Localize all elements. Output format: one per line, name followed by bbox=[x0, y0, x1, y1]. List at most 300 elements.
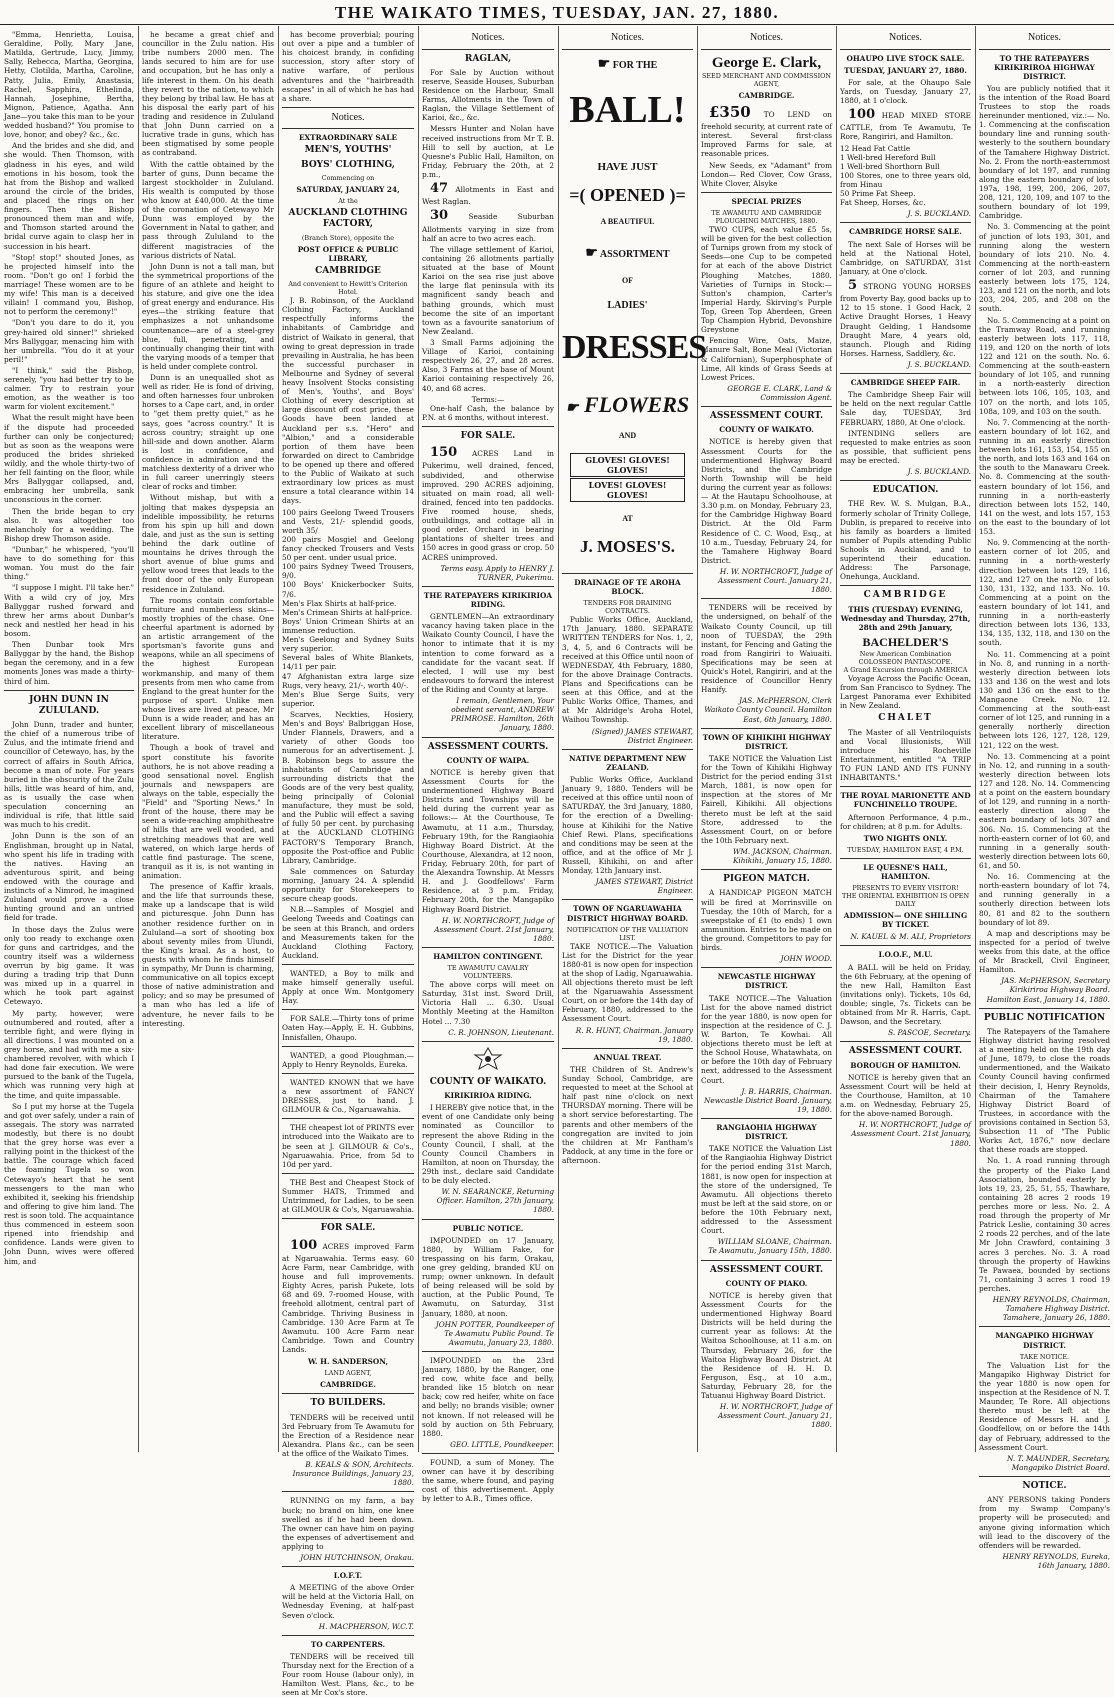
divider bbox=[4, 690, 134, 691]
dresses-headline: DRESSES bbox=[562, 328, 707, 366]
ad-heading: TO THE RATEPAYERS KIRIKIRIROA HIGHWAY DISTRICT. bbox=[994, 53, 1095, 81]
ad-heading: ASSESSMENT COURT. bbox=[848, 1046, 963, 1057]
column-8 bbox=[979, 30, 1110, 1570]
ad-signature: WM. JACKSON, Chairman. Kihikihi, January 15, 1880. bbox=[732, 847, 832, 866]
ad-body: Messrs Hunter and Nolan have received instructions from Mr T. B. Hill to sell by auction, at Le Quesne's Public Hall, Hamilton, on Friday, February the 20th, at 2 p.m., bbox=[422, 124, 554, 179]
column-rule bbox=[836, 26, 837, 1452]
column-rule bbox=[697, 26, 698, 1452]
column-rule bbox=[278, 26, 279, 1452]
ad-body: WANTED, a Boy to milk and make himself generally useful. Apply at once Wm. Montgomery Hay. bbox=[282, 968, 414, 1006]
ad-body: TAKE NOTICE the Valuation List for the Town of Kihikihi Highway District for the period ending 31st March, 1881, is now open for inspection at the stores of Mr Fairell, Kihikihi. All objections thereto must be left at the said Store, addressed to the Assessment Court, on or before the 10th February next. bbox=[701, 753, 832, 845]
ad-heading: COUNTY OF WAIKATO. bbox=[429, 1076, 547, 1087]
ad-signature: I remain, Gentlemen, Your obedient servant, ANDREW PRIMROSE. Hamilton, 26th January, 1880. bbox=[450, 696, 554, 733]
column-5 bbox=[562, 30, 707, 1450]
ad-signature: JAS. McPHERSON, Clerk Waikato County Council. Hamilton East, 6th January, 1880. bbox=[704, 696, 832, 724]
ad-body: The village settlement of Karioi, containing 26 allotments partially situated at the base of Mount Karioi on the sea rise just above the large flat peninsula with its magnificent sandy beach and bathing grounds, which must become the site of an important town as a favourite sanatorium of New Zealand. bbox=[422, 244, 554, 336]
divider bbox=[701, 967, 832, 968]
divider bbox=[562, 899, 693, 900]
divider bbox=[282, 1046, 414, 1047]
divider bbox=[840, 49, 971, 50]
ad-body bbox=[422, 208, 554, 242]
ad-heading: George E. Clark, bbox=[711, 54, 822, 71]
column-4 bbox=[422, 30, 554, 1504]
divider bbox=[562, 49, 693, 50]
ad-heading: SPECIAL PRIZES bbox=[731, 196, 802, 206]
ad-body: For sale, at the Ohaupo Sale Yards, on Tuesday, January 27, 1880, at 1 o'clock. bbox=[840, 77, 971, 105]
ad-signature: W. H. SANDERSON, bbox=[307, 1357, 389, 1367]
ad-signature: WILLIAM SLOANE, Chairman. Te Awamutu, January 15th, 1880. bbox=[708, 1237, 832, 1256]
ad-line: AND bbox=[618, 430, 637, 440]
ad-line: TUESDAY, HAMILTON EAST, 4 P.M. bbox=[847, 845, 964, 854]
divider bbox=[422, 586, 554, 587]
ad-signature: N. T. MAUNDER, Secretary, Mangapiko District Board. bbox=[1006, 1453, 1110, 1472]
ad-body: The Ratepayers of the Tamahere Highway district having resolved at a meeting held on the 19th day of June, 1879, to close the roads undermentioned, and the Waikato County Council having confirmed their decision, I, Henry Reynolds, Chairman of the Tamahere Highway District Board of Trustees, in accordance with the provisions contained in Section 53, Subsection 11 of "The Public Works Act, 1876," now declare that these roads are stopped. bbox=[979, 1026, 1110, 1155]
ad-subheading: SEED MERCHANT AND COMMISSION AGENT, bbox=[702, 72, 831, 89]
ad-body: The Valuation List for the Mangapiko Highway District for the year 1880 is now open for inspection at the Residence of N. T. Maunder, Te Rore. All objections thereto must be left at the Residence of Messrs H. and J. Goodfellow, on or before the 14th day of February, addressed to the Assessment Court. bbox=[979, 1360, 1110, 1452]
divider bbox=[282, 1118, 414, 1119]
ad-subheading: THIS (TUESDAY) EVENING, Wednesday and Thursday, 27th, 28th and 29th January, bbox=[840, 604, 971, 632]
divider bbox=[701, 598, 832, 599]
notices-label: Notices. bbox=[471, 32, 505, 43]
story-paragraph: Then Dunbar took Mrs Ballyggar by the hand, the Bishop began the ceremony, and in a few moments Jones was made a thirty-third of him. bbox=[4, 640, 134, 686]
ad-heading: ASSESSMENT COURTS. bbox=[427, 741, 549, 752]
ad-subheading: TUESDAY, JANUARY 27, 1880. bbox=[844, 65, 967, 75]
ad-body: TENDERS will be received till Thursday next for the Erection of a Four room House (labour only), in Hamilton West. Plans, &c., to be seen at Mr Cox's store. bbox=[282, 1651, 414, 1697]
ad-subheading: CAMBRIDGE. bbox=[738, 91, 795, 101]
ad-heading: NEWCASTLE HIGHWAY DISTRICT. bbox=[717, 972, 816, 991]
ad-body: New Seeds, ex "Adamant" from London— Red Clover, Cow Grass, White Clover, Alsyke bbox=[701, 160, 832, 188]
ad-body: 3 Small Farms adjoining the Village of Karioi, containing respectively 26, 27, and 28 acres. Also, 3 Farms at the base of Mount Karioi containing respectively 26, 40, and 68 acres. bbox=[422, 337, 554, 393]
pointing-hand-icon: ☛ bbox=[565, 401, 579, 417]
divider bbox=[562, 573, 693, 574]
ad-line: ASSORTMENT bbox=[599, 248, 670, 260]
ad-heading: ASSESSMENT COURT. bbox=[709, 411, 824, 422]
ad-subheading: KIRIKIRIOA RIDING. bbox=[444, 1091, 532, 1101]
ad-figure: 100 bbox=[290, 1237, 318, 1253]
ad-heading: AUCKLAND CLOTHING FACTORY, bbox=[288, 208, 408, 230]
ad-body: You are publicly notified that it is the intention of the Road Board Trustees to stop the roads hereinunder mentioned, viz.:— No. 1. Commencing at the confiscation boundary line and running south-westerly to the southern boundary of the Tamahere Highway District. No. 2. From the north-easternmost boundary of lot 197, and running along the eastern boundary of lots 197a, 198, 199, 200, 206, 207, 208, 121, 120, 109, and 107 to the southern boundary of lot 199, Cambridge. bbox=[979, 83, 1110, 221]
ad-body: TENDERS will be received until 3rd February from Te Awamutu for the Erection of a Residence near Alexandra. Plans &c., can be seen at the office of the Waikato Times. bbox=[282, 1412, 414, 1458]
ad-body: The Master of all Ventriloquists and Vocal Illusionists, Will introduce his Rocheville Entertainment, entitled "A TRIP TO FUN LAND AND ITS FUNNY INHABITANTS." bbox=[840, 727, 971, 783]
flowers-line bbox=[562, 391, 693, 419]
divider bbox=[282, 107, 414, 108]
ad-line: FOR THE bbox=[612, 59, 658, 71]
divider bbox=[422, 426, 554, 427]
ad-heading: OHAUPO LIVE STOCK SALE. bbox=[846, 53, 965, 63]
article-paragraph: Though a book of travel and sport constitute his favorite authors, he is not above reading a good sensational novel. English journals and newspapers are always on the table, especially the "Field" and "Sporting News." In front of the house, there may be seen a wide-reaching amphitheatre of hills that are well wooded, and stretching meadows that are well watered, on which large herds of cattle find pasturage. The scene, tranquil as it is, is not wanting in animation. bbox=[142, 743, 274, 880]
story-paragraph: And the brides and she did, and she would. Then Thomson, with gladness in his eyes, and wild emotions in his bosom, took the hat from the Bishop and walked around the circle of the brides, and placed the rings on her fingers. Then the Bishop pronounced them man and wife, and Thomson started around the bridal curve again to clasp her in succession in his heart. bbox=[4, 141, 134, 251]
article-paragraph: John Dunn is not a tall man, but the symmetrical proportions of the figure of an athlete and height to his stature, and give one the idea of great energy and endurance. His eyes—the striking feature that emphasizes a not unhandsome countenance—are of a steel-grey blue, full, penetrating, and continually changing their tint with the varying moods of a temper that is held under complete control. bbox=[142, 261, 274, 371]
divider bbox=[282, 1218, 414, 1219]
ad-figure: 100 bbox=[848, 107, 876, 123]
ad-signature: HENRY REYNOLDS, Chairman, Tamahere Highway District. Tamahere, January 26, 1880. bbox=[992, 1295, 1110, 1323]
article-paragraph: The presence of Kaffir kraals, and the life that surrounds these, make up a landscape that is wild and picturesque. John Dunn has another residence further on in Zululand—a sort of shooting box about seventy miles from Ulundi, the King's kraal. As a host, to guests with whom he finds himself in sympathy, Mr Dunn is charming, communicative on all topics except those of native administration and policy; and so may be presumed of a man who has led a life of adventure, he never fails to be interesting. bbox=[142, 882, 274, 1028]
article-paragraph: has become proverbial; pouring out over a pipe and a tumbler of his choicest brandy, in confiding succession, story after story of native warfare, of perilous adventures and the "hairbreadth escapes" in all of which he has had a share. bbox=[282, 30, 414, 103]
ad-body: THE Children of St. Andrew's Sunday School, Cambridge, are requested to meet at the School at half past nine o'clock on next THURSDAY morning. There will be a short service beforestarting. The parents and other members of the congregation are invited to join the children at Mr Fantham's Paddock, at any time in the fore or afternoon. bbox=[562, 1064, 693, 1166]
ad-heading: ANNUAL TREAT. bbox=[593, 1052, 662, 1062]
ad-text: ACRES Land in Pukerimu, well drained, fenced, subdivided, and otherwise improved. 290 ACRES adjoining, situated on main road, all well-drained, fenced into ten paddocks. Five roomed house, sheds, outbuildings, and cottage all in good order. Orchard in bearing plantations of shelter trees and 150 acres in good grass or crop. 50 ACRES unimproved. bbox=[422, 449, 554, 562]
ad-text: HEAD MIXED STORE CATTLE, from Te Awamutu, Te Rore, Rangiriri, and Hamilton. bbox=[840, 111, 972, 142]
ad-signature: GEO. LITTLE, Poundkeeper. bbox=[450, 1439, 554, 1449]
divider bbox=[282, 1173, 414, 1174]
ad-heading: EDUCATION. bbox=[872, 485, 939, 496]
ad-heading: CAMBRIDGE HORSE SALE. bbox=[849, 227, 962, 237]
ad-body: No. 1. A road running through the property of the Piako Land Association, bounded easterly by lots 19, 23, 25, 51, 55, Thawhare, containing 28 acres 2 roods 19 perches more or less. No. 2. A road through the property of Mr Patrick Leslie, containing 30 acres 2 roods 22 perches, and of the late Mr John Crawford, containing 3 acres 3 perches. No. 3. A road through the property of Hawkins Te Pawaea, bounded by sections 71, containing 3 acres 1 rood 19 perches. bbox=[979, 1156, 1110, 1293]
ad-signature: CAMBRIDGE. bbox=[320, 1380, 376, 1390]
pointing-hand-icon: ☛ bbox=[585, 245, 598, 261]
divider bbox=[422, 1351, 554, 1352]
ad-figure: 47 bbox=[430, 181, 449, 197]
ad-subheading: BOROUGH OF HAMILTON. bbox=[850, 1060, 961, 1070]
crest-icon bbox=[422, 1046, 554, 1074]
ad-heading: NOTICE. bbox=[1022, 1480, 1067, 1491]
ad-subheading: ADMISSION— ONE SHILLING BY TICKET. bbox=[843, 911, 968, 930]
ad-subheading: TWO NIGHTS ONLY. bbox=[863, 833, 948, 843]
story-paragraph: "I suppose I might. I'll take her." With a wild cry of joy, Mrs Ballyggar rushed forward and threw her arms about Dunbar's neck and nestled her head in his bosom. bbox=[4, 583, 134, 638]
ad-signature: JOHN HUTCHINSON, Orakau. bbox=[300, 1553, 414, 1563]
divider bbox=[979, 1476, 1110, 1477]
ad-body: A HANDICAP PIGEON MATCH will be fired at Morrinsville on Tuesday, the 10th of March, for a sweepstake of £1 (to ends) 1 own ammunition. Entries to be made on the ground. Competitors to pay for birds. bbox=[701, 888, 832, 953]
ad-heading: CAMBRIDGE bbox=[863, 590, 948, 601]
ad-signature: H. W. NORTHCROFT, Judge of Assessment Court. January 21, 1880. bbox=[717, 1402, 832, 1430]
ad-line: LADIES' bbox=[607, 300, 648, 312]
ad-line: (Branch Store), opposite the bbox=[301, 233, 395, 242]
divider bbox=[701, 49, 832, 50]
ad-body: IMPOUNDED on the 23rd January, 1880, by the Ranger, one red cow, white face and belly, branded like 15 blotch on near back; cow red heifer, white on face and belly; no brands visible; owner not known. If not released will be sold by auction on 5th February, 1880. bbox=[422, 1355, 554, 1438]
ad-line: THE ORIENTAL EXHIBITION IS OPEN DAILY bbox=[841, 892, 970, 909]
ad-signature: JOHN POTTER, Poundkeeper of Te Awamutu Public Pound. Te Awamutu, January 23, 1880. bbox=[435, 1319, 554, 1347]
article-paragraph: The rooms contain comfortable furniture and numberless skins—mostly trophies of the chase. One cheerful apartment is adorned by an artistic arrangement of the sportsman's favorite guns and weapons, while an all specimens of the highest European workmanship, and many of them presents from men who came from England to the great hunter for the purpose of sport. Unlike men whose lives are lived at peace, Mr Dunn is a wide reader, and has an excellent library of miscellaneous literature. bbox=[142, 595, 274, 742]
notices-label: Notices. bbox=[888, 32, 923, 43]
ad-signature: Terms easy. Apply to HENRY J. TURNER, Pukerimu. bbox=[440, 563, 554, 582]
ad-heading: PUBLIC NOTIFICATION bbox=[983, 1012, 1106, 1023]
ad-line: And convenient to Hewitt's Criterion Hotel. bbox=[288, 280, 408, 297]
ad-signature: H. W. NORTHCROFT, Judge of Assessment Court. 21st January, 1880. bbox=[434, 915, 554, 943]
ad-body: ANY PERSONS taking Ponders from my Swamp Company's property will be prosecuted; and anyone giving information which will lead to the discovery of the offenders will be rewarded. bbox=[979, 1495, 1110, 1550]
ad-heading: CHALET bbox=[878, 713, 933, 724]
ad-heading: TOWN OF KIHIKIHI HIGHWAY DISTRICT. bbox=[702, 732, 831, 751]
column-rule bbox=[418, 26, 419, 1452]
ad-heading: I.O.O.F., M.U. bbox=[878, 950, 933, 960]
ad-body: RUNNING on my farm, a bay buck; no brand on him, one knee swelled as if he had been down. The owner can have him on paying the expenses of advertisement and applying to bbox=[282, 1496, 414, 1551]
divider bbox=[840, 858, 971, 859]
ad-signature: R. R. HUNT, Chairman. January 19, 1880. bbox=[575, 1025, 693, 1044]
assortment-line bbox=[562, 245, 693, 263]
article-paragraph: Dunn is an unequalled shot as well as rider. He is fond of driving, and often harnesses four unbroken horses to a Cape cart, and, in order to "get them pretty quiet," as he says, goes "across country." It is across country; straight up one hill-side and down another. Alarm is lost in confidence, and confidence in admiration and the matchless dexterity of a driver who in full career unerringly steers clear of rocks and timber. bbox=[142, 373, 274, 492]
divider bbox=[422, 947, 554, 948]
ad-body: No. 9. Commencing at the north-eastern corner of lot 205, and running in a north-westerly direction between lots 129, 116, 122, and 127 on the north of lots 130, 131, 132, and 133. No. 10. Commencing at a point on the eastern boundary of lot 141, and running in a north-easterly direction between lots 136, 133, 134, 135, 132, 118, and 130 on the south. bbox=[979, 538, 1110, 648]
column-7 bbox=[840, 30, 971, 1450]
divider bbox=[562, 1048, 693, 1049]
ad-body: Fencing Wire, Oats, Maize, Manure Salt, Bone Meal (Victorian & Californian), Superphosphate of Lime, All kinds of Grass Seeds at Lowest Prices. bbox=[701, 336, 832, 382]
ad-body: NOTICE is hereby given that Assessment Courts for the undermentioned Highway Board Districts will be held during the current year as follows: At the Waitoa Schoolhouse, at 11 a.m. on Thursday, February 26, for the Waitoa Highway Board District. At the Residence of H. H. D. Ferguson, Esq., at 10 a.m., Saturday, February 28, for the Tatuanui Highway Board District. bbox=[701, 1290, 832, 1401]
ad-signature: C. R. JOHNSON, Lieutenant. bbox=[448, 1027, 554, 1037]
divider bbox=[840, 945, 971, 946]
divider bbox=[840, 373, 971, 374]
ad-heading: RAGLAN, bbox=[464, 53, 512, 64]
ad-line: Terms:— bbox=[471, 394, 505, 404]
ad-body: A BALL will be held on Friday, the 6th February, at the opening of the new Hall, Hamilton East (invitations only). Tickets, 10s 6d, double; single, 7s. Tickets can be obtained from Mr R. Harris, Capt. Dawson, and the Secretary. bbox=[840, 962, 971, 1027]
ad-body bbox=[840, 107, 971, 141]
ad-signature: J. S. BUCKLAND. bbox=[907, 467, 971, 477]
divider bbox=[840, 585, 971, 586]
divider bbox=[840, 786, 971, 787]
gloves-banner: LOVES! GLOVES! GLOVES! bbox=[570, 478, 685, 502]
divider bbox=[979, 49, 1110, 50]
column-rule bbox=[138, 26, 139, 1452]
ad-subheading: NOTIFICATION OF THE VALUATION LIST. bbox=[566, 925, 689, 942]
ad-body: TAKE NOTICE.—The Valuation List for the District for the year 1880-81 is now open for inspection at the shop of Ladig, Ngaruawahia. All objections thereto must be left at the Ngaruawahia Assessment Court, on or before the 14th day of February, 1880, addressed to the Assessment Court. bbox=[562, 941, 693, 1024]
ad-signature: N. KAUEL & M. ALI, Proprietors bbox=[850, 932, 971, 942]
ad-heading: LE QUESNE'S HALL, HAMILTON. bbox=[863, 862, 948, 881]
ad-body: The next Sale of Horses will be held at the National Hotel, Cambridge, on SATURDAY, 31st January, at One o'clock. bbox=[840, 239, 971, 276]
ad-body: Afternoon Performance, 4 p.m., for children; at 8 p.m. for Adults. bbox=[840, 812, 971, 831]
ad-body: No. 16. Commencing at the north-eastern boundary of lot 74, and running generally in a southerly direction between lots 80, 81 and 82 to the southern boundary of lot 89. bbox=[979, 872, 1110, 927]
ad-line: AT bbox=[622, 513, 633, 523]
divider bbox=[422, 737, 554, 738]
ad-signature: J. S. BUCKLAND. bbox=[907, 359, 971, 369]
article-paragraph: In those days the Zulus were only too ready to exchange oxen for guns and cartridges, and the country itself was a wilderness overrun by big game. It was during a trading trip that Dunn was mixed up in a quarrel in which he took part against Cetewayo. bbox=[4, 924, 134, 1007]
divider bbox=[422, 49, 554, 50]
ad-body: TAKE NOTICE the Valuation List of the Rangiaohia Highway District for the period ending 31st March, 1881, is now open for inspection at the store of the undersigned, Te Awamutu. All objections thereto must be left at the said store, on or before the 10th February next, addressed to the Assessment Court. bbox=[701, 1144, 832, 1236]
article-paragraph: With the cattle obtained by the barter of guns, Dunn became the largest stockholder in Zululand. His wealth is computed by those who know at £40,000. At the time of the coronation of Cetewayo Mr Dunn was employed by the Government in Natal to gather, and pass through Zululand to the different magistracies of the various districts of Natal. bbox=[142, 159, 274, 260]
ad-line: Commencing on bbox=[321, 173, 375, 182]
divider bbox=[562, 749, 693, 750]
divider bbox=[979, 1326, 1110, 1327]
ad-body: No. 11. Commencing at a point in No. 8, and running in a north-westerly direction between lots 133 and 136 on the west and lots 130 and 136 on the east to the Mangaone Creek. No. 12. Commencing at the south-east corner of lot 125, and running in a generally northerly direction between lots 126, 127, 128, 129, 121, 122 on the west. bbox=[979, 649, 1110, 750]
ad-body bbox=[840, 278, 971, 358]
ad-subheading: TENDERS FOR DRAINING CONTRACTS. bbox=[583, 599, 672, 616]
ad-heading: HAMILTON CONTINGENT. bbox=[433, 951, 543, 961]
ad-signature: B. KEALS & SON, Architects. Insurance Buildings, January 23, 1880. bbox=[292, 1460, 414, 1488]
ad-heading: BACHELDER'S bbox=[862, 634, 949, 649]
ad-line: PRESENTS TO EVERY VISITOR! bbox=[852, 884, 959, 893]
ad-heading: I.O.F.T. bbox=[333, 1571, 363, 1581]
ad-body: No. 3. Commencing at the point of junction of lots 193, 301, and running along the western boundary of lots 210. No. 4. Commencing at the north-eastern corner of lot 203, and running easterly between lots 175, 124, 123, and 121 on the north, and lots 203, 204, 205, and 208 on the south. bbox=[979, 222, 1110, 314]
notices-label: Notices. bbox=[331, 111, 365, 123]
ad-body: A MEETING of the above Order will be held at the Victoria Hall, on Wednesday Evening, at half-past Seven o'clock. bbox=[282, 1583, 414, 1620]
column-1 bbox=[4, 30, 134, 1450]
moses-headline: J. MOSES'S. bbox=[580, 536, 675, 556]
story-paragraph: "Don't you dare to do it, you grey-haired old sinner!" shrieked Mrs Ballyggar, menacing him with her umbrella. "You do it at your peril!" bbox=[4, 318, 134, 364]
ad-signature: JAS. McPHERSON, Secretary Kirikiriroa Highway Board. Hamilton East, January 14, 1880. bbox=[986, 976, 1110, 1004]
ad-body: THE Best and Cheapest Stock of Summer HATS, Trimmed and Untrimmed, for Ladies, to be seen at GILMOUR & Co's, Ngaruawahia. bbox=[282, 1177, 414, 1215]
ad-heading: ASSESSMENT COURT. bbox=[709, 1264, 824, 1275]
ad-signature: S. PASCOE, Secretary. bbox=[888, 1028, 971, 1038]
ad-heading: EXTRAORDINARY SALE bbox=[298, 133, 398, 143]
story-paragraph: "I think," said the Bishop, serenely, "you had better try to be calmer. Try to restrain your emotion, as the weather is too warm for violent excitement." bbox=[4, 365, 134, 412]
ad-body: N.B.—Samples of Mosgiel and Geelong Tweeds and Coatings can be seen at this Branch, and orders and Measurements taken for the Auckland Clothing Factory, Auckland. bbox=[282, 905, 414, 960]
ad-line: At the bbox=[338, 197, 358, 206]
ad-heading: DRAINAGE OF TE AROHA BLOCK. bbox=[574, 578, 681, 597]
ad-list: 12 Head Fat Cattle 1 Well-bred Hereford Bull 1 Well-bred Shorthorn Bull 100 Stores, one to three years old, from Hinau 50 Prime Fat Sheep. Fat Sheep, Horses, &c. bbox=[840, 143, 971, 208]
divider bbox=[422, 1041, 554, 1042]
ad-line: SATURDAY, JANUARY 24, bbox=[296, 184, 400, 194]
ad-body: No. 13. Commencing at a point in No. 12, and running in a south-westerly direction between lots 127 and 128. No. 14. Commencing at a point on the eastern boundary of lot 129, and running in a north-easterly direction along the eastern boundary of lots 307 and 306. No. 15. Commencing at the north-eastern corner of lot 60, and running in a generally south-westerly direction between lots 60, 61, and 50. bbox=[979, 751, 1110, 871]
ad-heading: TOWN OF NGARUAWAHIA DISTRICT HIGHWAY BOARD. bbox=[567, 904, 688, 923]
divider bbox=[282, 1073, 414, 1074]
notices-label: Notices. bbox=[749, 32, 784, 43]
ad-signature: JAMES STEWART, District Engineer. bbox=[595, 877, 693, 896]
flowers-headline: FLOWERS bbox=[583, 392, 690, 418]
ad-line: New American Combination COLOSSEON PANTASCOPE. bbox=[858, 649, 953, 666]
ad-body bbox=[422, 181, 554, 206]
story-paragraph: "Emma, Henrietta, Louisa, Geraldine, Polly, Mary Jane, Matilda, Gertrude, Lucy, Jimmy, Sally, Rebecca, Martha, Georgina, Hetty, Clotilda, Martha, Caroline, Patty, Julia, Emily, Anastasia, Rachel, Sapphira, Ethelinda, Hannah, Josephine, Bertha, Mignon, Patience, Agatha. Ann Jane—you take this man to be your wedded husband?" You promise to love, honor, and obey? &c., &c. bbox=[4, 30, 134, 140]
ad-body: J. B. Robinson, of the Auckland Clothing Factory, Auckland respectfully informs the inhabitants of Cambridge and district of Waikato in general, that owing to great depression in trade prevailing in Australia, he has been the successful purchaser in Melbourne and Sydney of several heavy Insolvent Stocks consisting of Men's, Youths', and Boys' Clothing of every description at large discount off cost price, these Goods have been landed at Auckland per s.s. "Hero" and "Albion," and a considerable portion of them have been forwarded on direct to Cambridge to be opened up there and offered to the Public of Waikato at such extraordinary low prices as must ensure a total clearance within 14 days. bbox=[282, 296, 414, 506]
ad-body: Public Works Office, Auckland January 9, 1880. Tenders will be received at this office until noon of SATURDAY, the 3rd January, 1880, for the erection of a Dwelling-house at Kihikihi for the Native Chief Rewi. Plans, specifications and conditions may be seen at the office, and at the office of Mr J. Russell, Kihikihi, on and after Monday, 12th January inst. bbox=[562, 774, 693, 876]
ad-body: The above corps will meet on Saturday, 31st inst. Sword Drill, Victoria Hall ... 6.30. Usual Monthly Meeting at the Hamilton Hotel ... 7.30 bbox=[422, 980, 554, 1026]
ad-heading: FOR SALE. bbox=[460, 430, 516, 441]
ad-heading: THE ROYAL MARIONETTE AND FUNCHINELLO TROUPE. bbox=[840, 791, 971, 810]
divider bbox=[422, 1219, 554, 1220]
ad-body: FOUND, a sum of Money. The owner can have it by describing the same, where found, and paying cost of this advertisement. Apply by letter to A.B., Times office. bbox=[422, 1458, 554, 1504]
story-paragraph: Then the bride began to cry also. It was altogether too melancholy for a wedding. The Bishop drew Thomson aside. bbox=[4, 506, 134, 543]
ad-body: FOR SALE.—Thirty tons of prime Oaten Hay.—Apply, E. H. Gubbins, Innisfallen, Ohaupo. bbox=[282, 1014, 414, 1042]
ad-body: For Sale by Auction without reserve, Seaside Houses, Suburban Residence on the Harbour, Small Farms, Allotments in the Town of Raglan, the Village Settlement of Karioi, &c., &c. bbox=[422, 67, 554, 123]
ad-subheading: COUNTY OF WAIPA. bbox=[446, 755, 530, 765]
column-rule bbox=[558, 26, 559, 1452]
article-paragraph: John Dunn is the son of an Englishman, brought up in Natal, who spent his life in trading with the natives. Having an adventurous spirit, and being endowed with the courage and instincts of a Nimrod, he imagined Zululand would prove a close hunting ground and an untried field for trade. bbox=[4, 831, 134, 923]
article-paragraph: he became a great chief and councillor in the Zulu nation. His tribe numbers 2000 men. The lands secured to him are for use and occupation, but he has only a life interest in them. On his death they revert to the nation, to which they belong by tribal law. He has at his disposal the early part of his trading and residence in Zululand that John Dunn carried on a lucrative trade in guns, which has been stigmatised by some people as contraband. bbox=[142, 30, 274, 158]
story-paragraph: "Dunbar," he whispered, "you'll have to do something for this woman. You must do the fair thing." bbox=[4, 545, 134, 582]
ad-figure: 5 bbox=[848, 277, 858, 293]
ad-text: Allotments in East and West Raglan. bbox=[422, 185, 554, 207]
opened-headline: =( OPENED )= bbox=[569, 185, 686, 206]
ad-heading: PUBLIC NOTICE. bbox=[452, 1223, 524, 1233]
ad-heading: CAMBRIDGE bbox=[315, 265, 381, 276]
ad-line: POST OFFICE & PUBLIC LIBRARY, bbox=[297, 244, 399, 263]
article-paragraph: John Dunn, trader and hunter, the chief of a numerous tribe of Zulus, and the intimate friend and councillor of Cetewayo, has, by the correct of affairs in South Africa, become a man of note. For years buried in the obscurity of the Zulu hills, little was heard of him, and, as is usually the case when speculation concerning an individual is rife, that little said was much to his credit. bbox=[4, 720, 134, 830]
divider bbox=[840, 480, 971, 481]
ad-heading: TO CARPENTERS. bbox=[310, 1639, 386, 1649]
ad-body: A map and descriptions may be inspected for a period of twelve weeks from this date, at the office of Mr Brackell, Civil Engineer, Hamilton. bbox=[979, 928, 1110, 975]
gloves-banner: GLOVES! GLOVES! GLOVES! bbox=[570, 453, 685, 477]
ad-body: IMPOUNDED on 17 January, 1880, by William Fake, for trespassing on his farm, Orakau, one grey gelding, branded KU on rump; owner unknown. In default of being released will be sold by auction, at the Public Pound, Te Awamutu, on Saturday, 31st January, 1880, at noon. bbox=[422, 1235, 554, 1318]
ad-body: No. 7. Commencing at the north-eastern boundary of lot 162, and running in an easterly direction between lots 161, 153, 154, 155 on the north, and lots 163 and 164 on the south to the Manawaru Creek. No. 8. Commencing at the south-eastern boundary of lot 156, and running in a north-easterly direction between lots 152, 140, 141 on the west, and lots 157, 153 on the east to the boundary of lot 153. bbox=[979, 417, 1110, 537]
ad-signature: H. MACPHERSON, W.C.T. bbox=[318, 1621, 414, 1631]
divider bbox=[422, 1453, 554, 1454]
ad-body bbox=[701, 103, 832, 158]
ad-text: TO LEND on freehold security, at current rate of interest. Several first-class Improved Farms for sale, at reasonable prices. bbox=[701, 110, 832, 159]
ad-body: THE cheapest lot of PRINTS ever introduced into the Waikato are to be seen at J. GILMOUR & Co's., Ngaruawahia. Price, from 5d to 10d per yard. bbox=[282, 1123, 414, 1169]
divider bbox=[282, 1635, 414, 1636]
story-paragraph: What the result might have been if the dispute had proceeded further can only be conjectured; but as soon as the weapons were produced the brides shrieked wildly, and the whole thirty-two of her fell fainting on the floor, while Mrs Ballyggar collapsed, and, embracing her umbrella, sank unconscious in the corner. bbox=[4, 413, 134, 505]
ad-subheading: COUNTY OF WAIKATO. bbox=[719, 425, 814, 435]
ad-heading: TO BUILDERS. bbox=[310, 1398, 386, 1409]
ad-signature: H. W. NORTHCROFT, Judge of Assessment Court. January 21, 1880. bbox=[717, 566, 832, 595]
ad-heading: FOR SALE. bbox=[320, 1223, 376, 1234]
ad-signature: HENRY REYNOLDS, Eureka, 16th January, 1880. bbox=[1002, 1551, 1110, 1570]
divider bbox=[701, 1260, 832, 1261]
pointing-hand-icon: ☛ bbox=[597, 56, 611, 72]
ad-subheading: TAKE NOTICE. bbox=[1019, 1352, 1070, 1361]
ad-text: ACRES improved Farm at Ngaruawahia. Terms easy. 60 Acre Farm, near Cambridge, with house and full improvements. Eighty Acres, parish Pukete, lots 68 and 69. 7-roomed House, with freehold allotment, central part of Cambridge. Thriving Business in Cambridge. 130 Acre Farm at Te Awamutu. 100 Acre Farm near Cambridge. Town and Country Lands. bbox=[282, 1241, 414, 1354]
ad-text: STRONG YOUNG HORSES from Poverty Bay, good backs up to 12 to 15 stone. 1 Good Hack, 2 Active Draught Horses, 1 Heavy Draught Gelding, 1 Handsome Draught Mare, 4 years old, staunch. Plough and Riding Horses. Harness, Saddlery, &c. bbox=[840, 281, 971, 358]
ad-figure: 30 bbox=[430, 208, 449, 224]
story-paragraph: "Stop! stop!" shouted Jones, as he projected himself into the room. "Don't go on! I forbid the marriage! These women are to be my wife! This man is a deceived villain! I command you, Bishop, not to perform the ceremony!" bbox=[4, 252, 134, 317]
ad-body: NOTICE is hereby given that an Assessment Court will be held at the Courthouse, Hamilton, at 10 a.m. on Wednesday, February 25, for the above-named Borough. bbox=[840, 1072, 971, 1119]
divider bbox=[840, 222, 971, 223]
divider bbox=[840, 1041, 971, 1042]
ball-ad-line bbox=[562, 56, 693, 74]
ad-body: Voyage Across the Pacific Ocean, from San Francisco to Sydney. The Largest Panorama ever Exhibited in New Zealand. bbox=[840, 673, 971, 711]
ad-body: THE Rev. W. S. Mulgan, B.A., formerly scholar of Trinity College, Dublin, is prepared to receive into his family as boarders a limited number of Pupils attending Public Schools in Auckland, and to superintend their education. Address: The Parsonage, Onehunga, Auckland. bbox=[840, 499, 971, 582]
ad-line: HAVE JUST bbox=[597, 160, 658, 173]
ad-body: NOTICE is hereby given that Assessment Courts for the undermentioned Highway Board Districts and Townships will be held during the current year as follows:— At the Courthouse, Te Awamutu, at 11 a.m., Thursday, February 19th, for the Rangiaohia Highway Board District. At the Courthouse, Alexandra, at 12 noon, Friday, February 20th, for part of the Alexandra Township. At Messrs H. and J. Goodfellows' Farm Residence, at 3 p.m. Friday, February 20th, for the Mangapiko Highway Board District. bbox=[422, 767, 554, 914]
ad-body: The Cambridge Sheep Fair will be held on the next regular Cattle Sale day, TUESDAY, 3rd FEBRUARY, 1880, At One o'clock. bbox=[840, 390, 971, 427]
ad-body: INTENDING sellers are requested to make entries as soon as possible, that sufficient pens may be erected. bbox=[840, 428, 971, 465]
ad-heading: CAMBRIDGE SHEEP FAIR. bbox=[850, 378, 961, 388]
ad-heading: BOYS' CLOTHING, bbox=[301, 159, 395, 170]
ad-body bbox=[422, 445, 554, 561]
ad-signature: H. W. NORTHCROFT, Judge of Assessment Court. 21st January, 1880. bbox=[851, 1120, 971, 1148]
ad-body: One-half Cash, the balance by P.N. at 6 months, without interest. bbox=[422, 403, 554, 422]
ad-subheading: TE AWAMUTU CAVALRY VOLUNTEERS. bbox=[447, 964, 529, 981]
ad-heading: PIGEON MATCH. bbox=[723, 874, 810, 885]
ad-line: A BEAUTIFUL bbox=[600, 216, 655, 226]
divider bbox=[701, 192, 832, 193]
opened-text: OPENED bbox=[589, 185, 665, 206]
ad-body: GENTLEMEN—An extraordinary vacancy having taken place in the Waikato County Council, I have the honor to intimate that it is my intention to come forward as a candidate for the vacant seat. If elected, I will use my best endeavours to forward the interest of the Riding and County at large. bbox=[422, 612, 554, 694]
ad-heading: THE RATEPAYERS KIRIKIRIOA RIDING. bbox=[423, 590, 553, 609]
ad-body: TENDERS will be received by the undersigned, on behalf of the Waikato County Council, up till noon of TUESDAY, the 29th instant, for Fencing and Gating the road from Rangiriri to Waiuaiti. Specifications may be seen at Quick's Hotel, Rangiriri, and at the residence of Councillor Henry Hanify. bbox=[701, 603, 832, 695]
divider bbox=[701, 1118, 832, 1119]
ad-figure: £350 bbox=[709, 103, 751, 122]
divider bbox=[282, 1009, 414, 1010]
masthead bbox=[0, 0, 1114, 25]
ad-line: OF bbox=[621, 276, 634, 286]
ad-signature: GEORGE E. CLARK, Land & Commission Agent. bbox=[727, 383, 832, 402]
divider bbox=[282, 964, 414, 965]
column-3 bbox=[282, 30, 414, 1697]
ad-body: NOTICE is hereby given that Assessment Courts for the undermentioned Highway Board Districts, and the Cambridge North Township will be held during the current year as follows:— At the Hautapu Schoolhouse, at 3.30 p.m. on Monday, February 23, for the Cambridge Highway Board District. At the Old Farm Residence of C. C. Wood, Esq., at 10 a.m., Tuesday, February 24, for the Tamahere Highway Board District. bbox=[701, 437, 832, 565]
divider bbox=[979, 1008, 1110, 1009]
ad-subheading: TE AWAMUTU AND CAMBRIDGE PLOUGHING MATCHES, 1880. bbox=[711, 208, 822, 225]
ad-body: Sale commences on Saturday morning, January 24. A splendid opportunity for Storekeepers to secure cheap goods. bbox=[282, 866, 414, 904]
ad-body bbox=[282, 1238, 414, 1354]
column-6 bbox=[701, 30, 832, 1450]
ad-signature: J. B. HARRIS, Chairman. Newcastle District Board. January, 19, 1880. bbox=[704, 1086, 832, 1114]
ad-body: No. 5. Commencing at a point on the Tramway Road, and running easterly between lots 117, 118, 119, and 120 on the north of lots 122 and 121 on the south. No. 6. Commencing at the south-eastern boundary of lot 105, and running in a north-easterly direction between lots 106, 105, 103, and 107 on the north, and lots 105, 108a, 109, and 103 on the south. bbox=[979, 315, 1110, 416]
ad-heading: MANGAPIKO HIGHWAY DISTRICT. bbox=[995, 1331, 1094, 1350]
ad-subheading: COUNTY OF PIAKO. bbox=[725, 1278, 808, 1288]
ad-body: Public Works Office, Auckland, 17th January, 1880. SEPARATE WRITTEN TENDERS for Nos. 1, 2, 3, 4, 5, and 6 Contracts will be received at this Office until noon of WEDNESDAY, 4th February, 1880, for the above Drainage Contracts. Plans and Specifications can be seen at this Office, and at the Public Works Office, Thames, and at Mr Aldridge's Aroha Hotel, Waihou Township. bbox=[562, 615, 693, 725]
article-heading: JOHN DUNN IN ZULULAND. bbox=[29, 694, 109, 716]
newspaper-title: THE WAIKATO TIMES, TUESDAY, JAN. 27, 1880. bbox=[334, 3, 780, 22]
column-rule bbox=[975, 26, 976, 1452]
divider bbox=[701, 406, 832, 407]
ad-signature: JOHN WOOD. bbox=[780, 954, 832, 964]
divider bbox=[282, 128, 414, 129]
ad-figure: 150 bbox=[430, 445, 458, 461]
ad-price-list: 100 pairs Geelong Tweed Trousers and Vests, 21/- splendid goods, worth 35/ 200 pairs Mosgiel and Geelong fancy checked Trousers and Vests 50 per cent. under usual price. 100 pairs Sydney Tweed Trousers, 9/0. 100 Boys' Knickerbocker Suits, 7/6. Men's Flax Shirts at half-price. Men's Crimean Shirts at half-price. Boys' Union Crimean Shirts at an immense reduction. Men's Geelong and Sydney Suits very superior. Several bales of White Blankets, 14/11 per pair. 47 Afghanistan extra large size Rugs, very heavy, 21/-, worth 40/-. Men's Blue Serge Suits, very superior. bbox=[282, 507, 414, 708]
ad-heading: RANGIAOHIA HIGHWAY DISTRICT. bbox=[716, 1123, 817, 1142]
ad-signature: W. N. SEARANCKE, Returning Officer. Hamilton, 27th January, 1880. bbox=[436, 1187, 554, 1215]
divider bbox=[282, 1393, 414, 1394]
article-paragraph: Without mishap, but with a jolting that makes dyspepsia an indelible impossibility, he returns from his spin up hill and down dale, and just as the sun is setting behind the dark outline of mountains he drives through the short avenue of blue gums and yellow wood trees that leads to the front door of the only European residence in Zululand. bbox=[142, 493, 274, 594]
article-paragraph: My party, however, were outnumbered and routed, after a terrible fight, and were flying in all directions. I was mounted on a grey horse, and had with me a six-chambered revolver, with which I had done fair execution. We were pursued to the bank of the Tugela, which was running very high at the time, and quite impassable. bbox=[4, 1008, 134, 1100]
ad-line: A Grand Excursion through AMERICA bbox=[843, 665, 968, 674]
article-paragraph: So I put my horse at the Tugela and got over safely, under a rain of assegais. The story was narrated modestly, but there is no doubt that the grey horse was ever a rallying point in the thickest of the battle. The courage which faced the foaming Tugela so won Cetewayo's heart that he sent messengers to the man who exhibited it, seeking his friendship and offering to give him land. The rest is soon told. The acquaintance thus commenced in esteem soon ripened into friendship and confidence. Lands were given to John Dunn, wives were offered him, and bbox=[4, 1101, 134, 1266]
ad-body: TWO CUPS, each value £5 5s, will be given for the best collection of Turnips grown from my stock of Seeds—one Cup to be competed for at each of the above District Ploughing Matches, 1880. Varieties of Turnips in Stock:— Sutton's champion, Carter's Imperial Hardy, Skirving's Purple Top, Green Top Aberdeen, Green Top Champion Hybrid, Devonshire Greystone bbox=[701, 224, 832, 335]
ad-heading: MEN'S, YOUTHS' bbox=[304, 145, 392, 156]
divider bbox=[701, 869, 832, 870]
notices-label: Notices. bbox=[610, 32, 645, 43]
ad-body: I HEREBY give notice that, in the event of one Candidate only being nominated as Councillor to represent the above Riding in the County Council, I shall, at the County Council Chambers in Hamilton, at noon on Thursday, the 29th inst., declare said Candidate to be duly elected. bbox=[422, 1103, 554, 1186]
ad-signature: LAND AGENT, bbox=[324, 1369, 372, 1378]
ad-body: WANTED, a good Ploughman.—Apply to Henry Reynolds, Eureka. bbox=[282, 1050, 414, 1069]
ball-headline: BALL! bbox=[569, 89, 686, 131]
